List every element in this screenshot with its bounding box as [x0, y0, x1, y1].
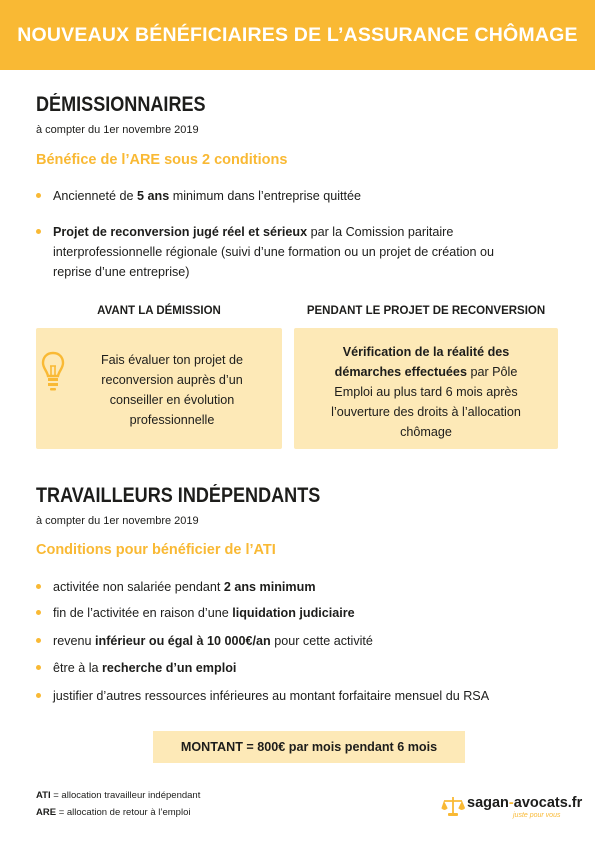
column-header-pendant: PENDANT LE PROJET DE RECONVERSION [306, 305, 546, 317]
list-item: fin de l’activitée en raison d’une liquidation judiciaire [36, 603, 556, 623]
section-subtitle: Conditions pour bénéficier de l’ATI [36, 542, 276, 558]
section-title-independants: TRAVAILLEURS INDÉPENDANTS [36, 484, 321, 507]
scales-icon [441, 795, 465, 817]
list-item: revenu inférieur ou égal à 10 000€/an pour cette activité [36, 631, 556, 651]
list-item: Ancienneté de 5 ans minimum dans l’entreprise quittée [36, 186, 556, 206]
bullet-icon [36, 610, 41, 615]
list-item: activitée non salariée pendant 2 ans minimum [36, 577, 556, 597]
bullet-icon [36, 584, 41, 589]
section-date: à compter du 1er novembre 2019 [36, 124, 199, 136]
section-subtitle: Bénéfice de l’ARE sous 2 conditions [36, 152, 288, 168]
info-box-text: Vérification de la réalité des démarches effectuées par Pôle Emploi au plus tard 6 mois après l’ouverture des droits à l’allocation chômage [331, 345, 521, 439]
bullet-icon [36, 229, 41, 234]
bullet-icon [36, 665, 41, 670]
footnote-are: ARE = allocation de retour à l’emploi [36, 807, 191, 818]
info-box-pendant [294, 328, 558, 449]
lightbulb-icon [41, 350, 65, 394]
list-item: être à la recherche d’un emploi [36, 658, 556, 678]
bullet-icon [36, 693, 41, 698]
sagan-avocats-logo[interactable] [441, 793, 583, 827]
logo-tagline: juste pour vous [513, 812, 561, 819]
info-box-avant [36, 328, 282, 449]
section-date: à compter du 1er novembre 2019 [36, 515, 199, 527]
header-banner [0, 0, 595, 70]
amount-box: MONTANT = 800€ par mois pendant 6 mois [153, 731, 465, 763]
list-item: justifier d’autres ressources inférieures au montant forfaitaire mensuel du RSA [36, 686, 576, 706]
page-title: NOUVEAUX BÉNÉFICIAIRES DE L’ASSURANCE CHÔMAGE [17, 23, 578, 46]
logo-name: sagan-avocats.fr [467, 795, 583, 811]
section-title-demissionnaires: DÉMISSIONNAIRES [36, 93, 206, 116]
bullet-icon [36, 193, 41, 198]
column-header-avant: AVANT LA DÉMISSION [97, 305, 221, 317]
info-box-text: Fais évaluer ton projet de reconversion auprès d’un conseiller en évolution professionnelle [100, 353, 244, 427]
footnote-ati: ATI = allocation travailleur indépendant [36, 790, 201, 801]
list-item: Projet de reconversion jugé réel et sérieux par la Comission paritaire interprofessionnelle régionale (suivi d’une formation ou un projet de création ou reprise d’une entreprise) [36, 222, 514, 282]
bullet-icon [36, 638, 41, 643]
